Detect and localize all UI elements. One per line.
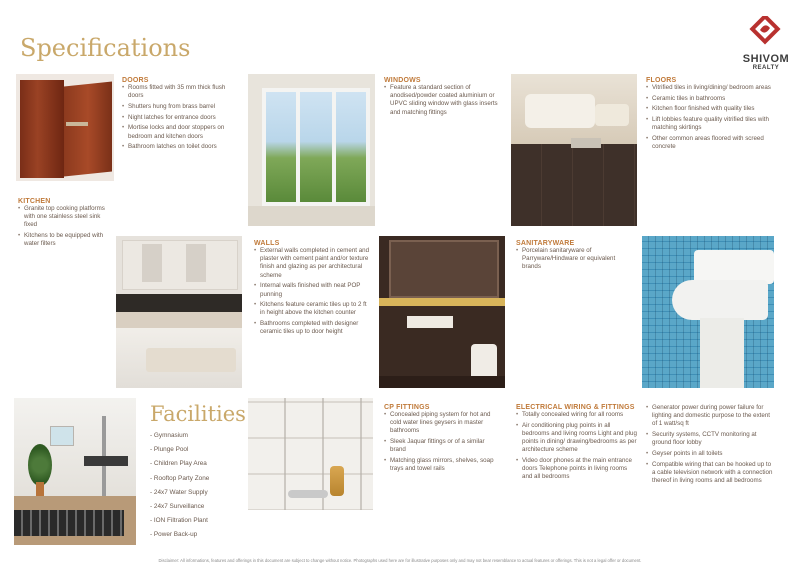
kitchen-section [18, 198, 112, 251]
list-item: • Vitrified tiles in living/dining/ bedroom areas [646, 84, 786, 92]
list-item: • Shutters hung from brass barrel [122, 103, 242, 111]
list-item: • Air conditioning plug points in all bedrooms and living rooms Light and plug points in dining/ drawing/bedrooms as per architecture scheme [516, 422, 638, 455]
gym-photo [14, 398, 136, 545]
doors-photo [16, 74, 114, 181]
list-item: - Rooftop Party Zone [150, 474, 210, 482]
sanitaryware-title: SANITARYWARE [516, 240, 575, 247]
doors-title: DOORS [122, 77, 149, 84]
list-item: • Granite top cooking platforms with one stainless steel sink fixed [18, 205, 112, 230]
list-item: • Feature a standard section of anodised/powder coated aluminium or UPVC sliding window with glass inserts and matching fittings [384, 84, 502, 117]
list-item: • Lift lobbies feature quality vitrified tiles with matching skirtings [646, 116, 786, 132]
list-item: • Kitchens to be equipped with water filters [18, 232, 112, 248]
disclaimer: Disclaimer: All informations, features and offerings in this document are subject to change without notice. Photographs used here are for illustrative purposes only and may not bear resemblance to actual features or offerings. This is not a legal offer or document. [158, 558, 642, 563]
doors-section [122, 77, 242, 154]
brand-tagline: REALTY [752, 65, 780, 71]
doors-list [122, 84, 242, 151]
extras-list [646, 404, 776, 485]
kitchen-photo [116, 236, 242, 388]
sanitaryware-section [516, 240, 632, 274]
floors-section [646, 77, 786, 154]
kitchen-list [18, 205, 112, 249]
logo-mark-icon [736, 16, 796, 50]
list-item: • Compatible wiring that can be hooked up to a cable television network with a connection thereof in living rooms and all bedrooms [646, 461, 776, 486]
page-title: Specifications [20, 34, 191, 62]
list-item: • Ceramic tiles in bathrooms [646, 95, 786, 103]
brand-name: SHIVOM [742, 53, 790, 65]
list-item: • Internal walls finished with neat POP punning [254, 282, 370, 298]
list-item: • Rooms fitted with 35 mm thick flush doors [122, 84, 242, 100]
faucet-photo [248, 398, 373, 545]
list-item: - Gymnasium [150, 432, 188, 439]
list-item: • Security systems, CCTV monitoring at ground floor lobby [646, 431, 776, 447]
list-item: • Bathrooms completed with designer ceramic tiles up to door height [254, 320, 370, 336]
extras-section [646, 404, 776, 488]
electrical-section [516, 404, 638, 484]
brand-logo [736, 16, 796, 76]
facilities-list [150, 429, 246, 543]
list-item: - 24x7 Surveillance [150, 503, 205, 511]
list-item: - ION Filtration Plant [150, 517, 208, 525]
electrical-title: ELECTRICAL WIRING & FITTINGS [516, 404, 635, 411]
list-item: • Night latches for entrance doors [122, 114, 242, 122]
list-item: • Concealed piping system for hot and cold water lines geysers in master bathrooms [384, 411, 502, 436]
list-item: - Power Back-up [150, 531, 198, 539]
cp-fittings-title: CP FITTINGS [384, 404, 430, 411]
cp-fittings-list [384, 411, 502, 473]
electrical-list [516, 411, 638, 482]
list-item: • Video door phones at the main entrance doors Telephone points in living rooms and all bedrooms [516, 457, 638, 482]
list-item: • Bathroom latches on toilet doors [122, 143, 242, 151]
list-item: • Mortise locks and door stoppers on bedroom and kitchen doors [122, 124, 242, 140]
walls-section [254, 240, 370, 339]
windows-section [384, 77, 502, 119]
windows-photo [248, 74, 375, 226]
list-item: • Totally concealed wiring for all rooms [516, 411, 638, 419]
list-item: • Geyser points in all toilets [646, 450, 776, 458]
list-item: • Porcelain sanitaryware of Parryware/Hindware or equivalent brands [516, 247, 632, 272]
floors-photo [511, 74, 637, 226]
list-item: • Other common areas floored with screed concrete [646, 135, 786, 151]
list-item: • Kitchen floor finished with quality tiles [646, 105, 786, 113]
windows-list [384, 84, 502, 117]
list-item: • Generator power during power failure for lighting and domestic purpose to the extent of 1 watt/sq ft [646, 404, 776, 429]
list-item: - 24x7 Water Supply [150, 488, 208, 496]
list-item: • Matching glass mirrors, shelves, soap trays and towel rails [384, 457, 502, 473]
toilet-photo [642, 236, 774, 388]
facilities-title: Facilities [150, 402, 246, 426]
list-item: • Sleek Jaquar fittings or of a similar brand [384, 438, 502, 454]
walls-title: WALLS [254, 240, 280, 247]
walls-list [254, 247, 370, 337]
facilities-section [150, 402, 246, 543]
windows-title: WINDOWS [384, 77, 421, 84]
sanitaryware-list [516, 247, 632, 272]
kitchen-title: KITCHEN [18, 198, 51, 205]
floors-title: FLOORS [646, 77, 677, 84]
list-item: • Kitchens feature ceramic tiles up to 2 ft in height above the kitchen counter [254, 301, 370, 317]
list-item: - Children Play Area [150, 460, 207, 468]
cp-fittings-section [384, 404, 502, 476]
list-item: - Plunge Pool [150, 446, 189, 454]
floors-list [646, 84, 786, 151]
list-item: • External walls completed in cement and plaster with cement paint and/or texture finish and glazing as per architectural scheme [254, 247, 370, 280]
bathroom-photo [379, 236, 505, 388]
